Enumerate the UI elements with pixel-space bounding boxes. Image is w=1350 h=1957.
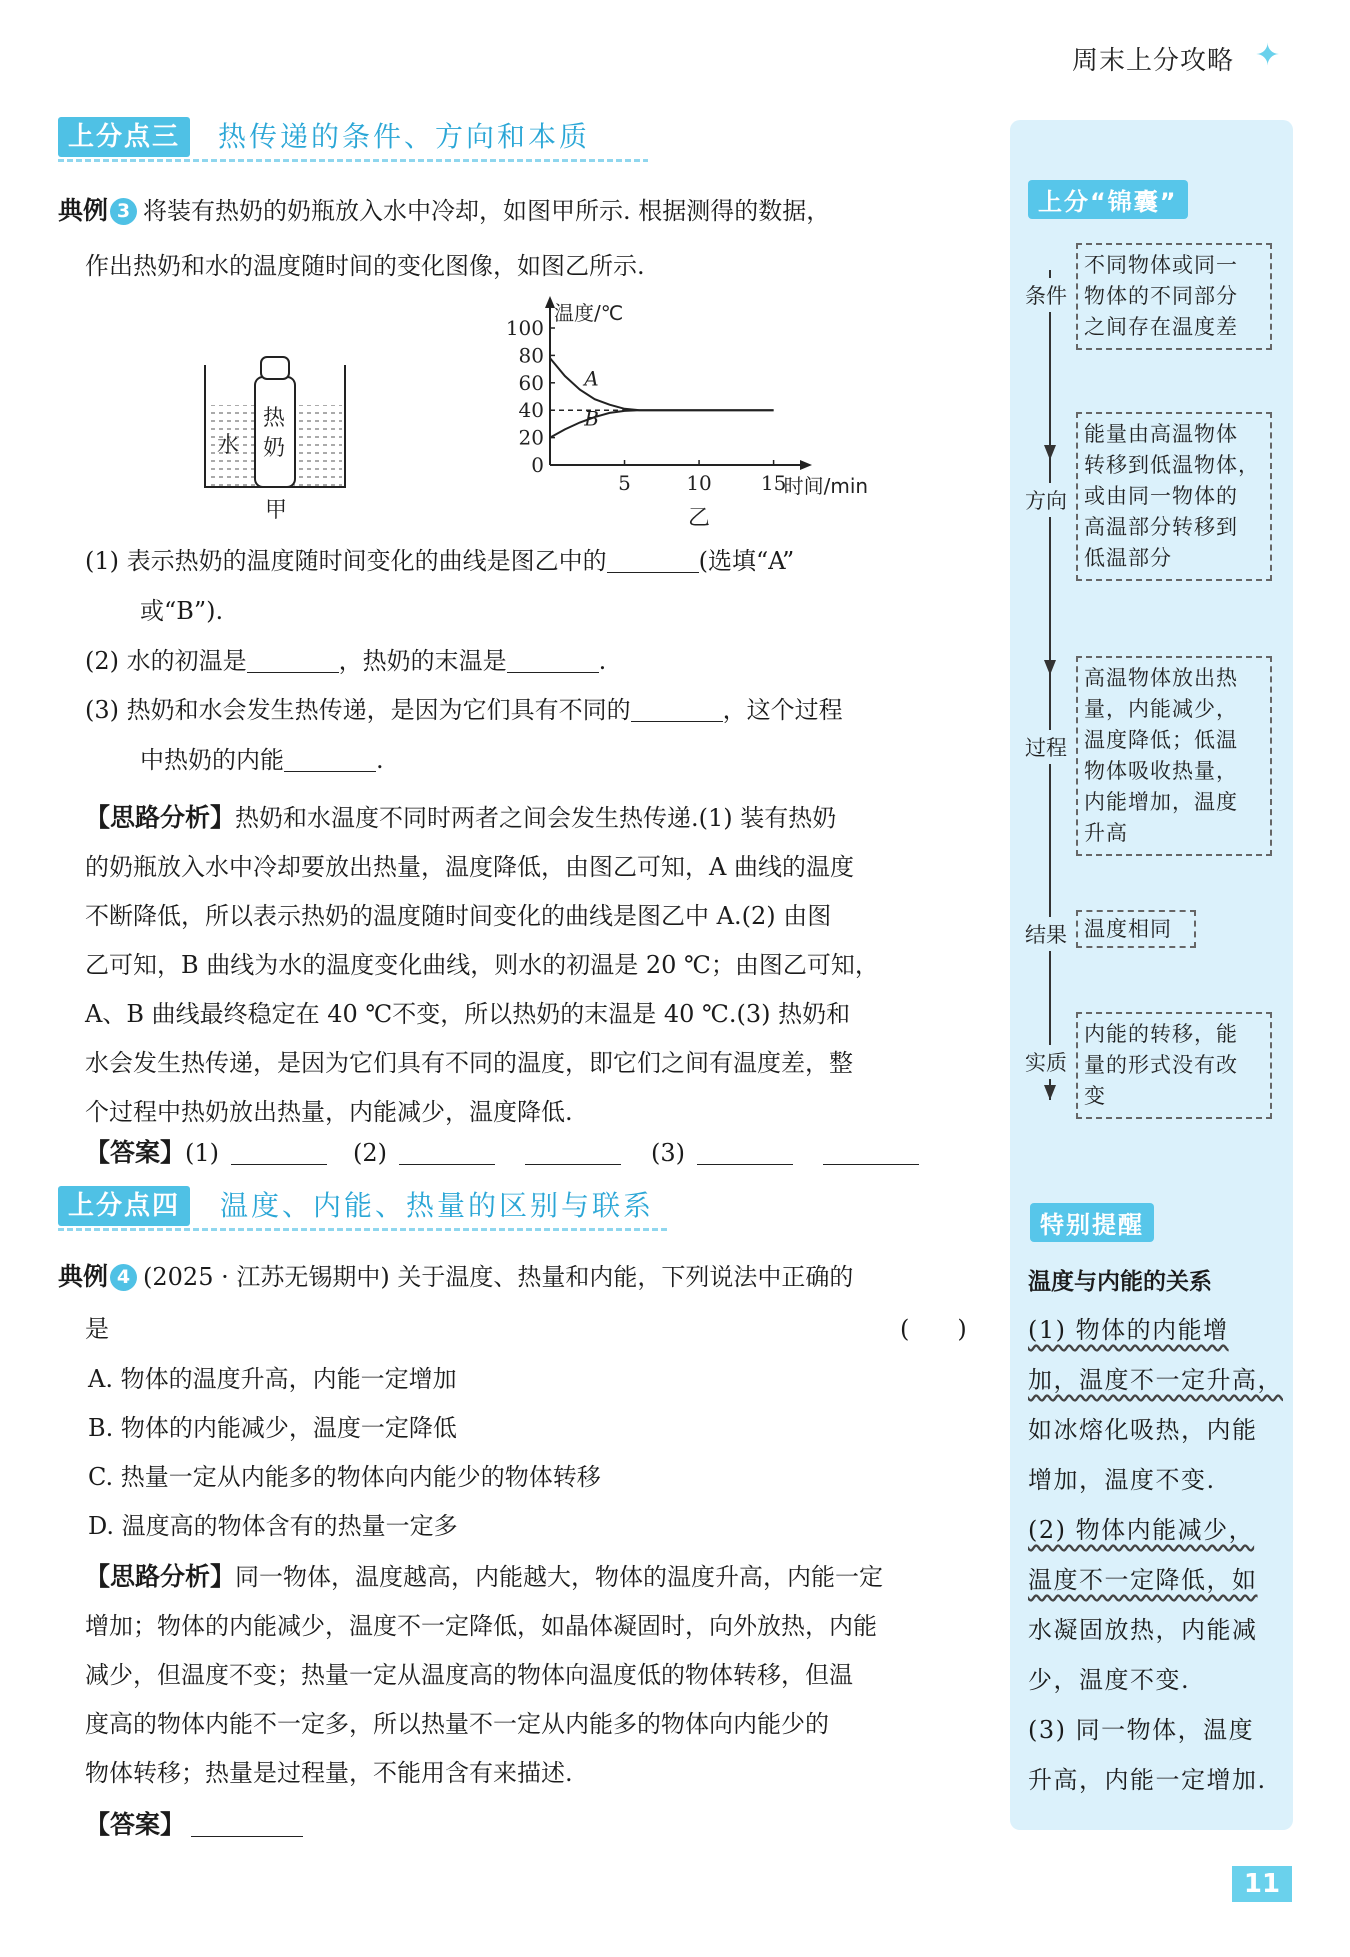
reminder-line: 加，温度不一定升高， (1028, 1366, 1283, 1394)
answer-3-blank-4 (697, 1138, 793, 1165)
analysis-3-label: 【思路分析】 (85, 803, 236, 832)
option-d: D. 温度高的物体含有的热量一定多 (88, 1512, 458, 1540)
water-label: 水 (217, 433, 240, 458)
reminder-line: 如冰熔化吸热，内能 (1028, 1416, 1258, 1444)
reminder-line: (3) 同一物体，温度 (1028, 1716, 1255, 1744)
question-1-hint: (选填“A” (698, 547, 795, 575)
example-3-line-1 (58, 196, 830, 226)
analysis-4-line: 减少，但温度不变；热量一定从温度高的物体向温度低的物体转移，但温 (85, 1661, 853, 1689)
example-4-label: 典例 (58, 1262, 109, 1291)
section-4-heading (58, 1186, 668, 1226)
milk-label-2: 奶 (263, 436, 286, 461)
question-1-blank (607, 546, 699, 573)
analysis-3-line: A、B 曲线最终稳定在 40 ℃不变，所以热奶的末温是 40 ℃.(3) 热奶和 (85, 1000, 851, 1028)
question-2-text-a: (2) 水的初温是 (85, 647, 247, 675)
analysis-4-line: 【思路分析】同一物体，温度越高，内能越大，物体的温度升高，内能一定 (85, 1562, 884, 1591)
y-axis-label: 温度/℃ (554, 301, 624, 325)
example-3-stem-1: 将装有热奶的奶瓶放入水中冷却，如图甲所示. 根据测得的数据， (143, 197, 831, 225)
analysis-4-line: 物体转移；热量是过程量，不能用含有来描述. (85, 1759, 573, 1787)
analysis-4-line: 增加；物体的内能减少，温度不一定降低，如晶体凝固时，向外放热，内能 (85, 1612, 877, 1640)
example-4-answer-paren: ( ) (900, 1315, 967, 1343)
y-tick-label: 20 (518, 425, 544, 450)
reminder-line: 水凝固放热，内能减 (1028, 1616, 1258, 1644)
bottle-nipple (261, 357, 289, 379)
series-label-B: B (584, 406, 599, 431)
example-4-stem-2: 是 (85, 1315, 109, 1343)
sidebar-tag-reminder: 特别提醒 (1030, 1203, 1154, 1242)
analysis-3-line: 的奶瓶放入水中冷却要放出热量，温度降低，由图乙可知，A 曲线的温度 (85, 853, 854, 881)
section-4-underline (58, 1228, 668, 1231)
question-3-cont (140, 745, 384, 775)
flow-box-process: 高温物体放出热 量，内能减少， 温度降低；低温 物体吸收热量， 内能增加，温度 升高 (1076, 656, 1272, 856)
flow-arrow (1035, 240, 1065, 1110)
example-4-line-1 (58, 1262, 853, 1292)
question-3-text-c: 中热奶的内能 (140, 746, 284, 774)
question-2-blank-2 (507, 646, 599, 673)
flow-box-direction: 能量由高温物体 转移到低温物体， 或由同一物体的 高温部分转移到 低温部分 (1076, 412, 1272, 581)
series-label-A: A (584, 366, 599, 391)
reminder-line: 增加，温度不变. (1028, 1466, 1216, 1494)
flow-label-direction: 方向 (1025, 483, 1067, 517)
analysis-3-line: 不断降低，所以表示热奶的温度随时间变化的曲线是图乙中 A.(2) 由图 (85, 902, 832, 930)
milk-label-1: 热 (263, 406, 286, 431)
milk-bottle (255, 377, 295, 487)
answer-3-blank-3 (525, 1138, 621, 1165)
section-3-tag: 上分点三 (58, 117, 190, 157)
question-2-blank-1 (247, 646, 339, 673)
example-3-stem-2: 作出热奶和水的温度随时间的变化图像，如图乙所示. (85, 252, 645, 280)
answer-4 (85, 1810, 303, 1840)
x-tick-label: 15 (760, 471, 787, 495)
question-3-text-d: . (376, 746, 384, 774)
analysis-4 (85, 1552, 883, 1798)
y-tick-label: 80 (518, 343, 544, 368)
answer-3: 【答案】(1) (2) (3) (85, 1138, 919, 1168)
y-tick-label: 60 (518, 370, 544, 395)
flow-label-process: 过程 (1025, 730, 1067, 764)
question-2-text-c: . (598, 647, 607, 675)
section-3-underline (58, 159, 648, 162)
figure-jia-caption: 甲 (265, 498, 288, 523)
reminder-line: 升高，内能一定增加. (1028, 1766, 1267, 1794)
figure-yi-chart (505, 295, 885, 530)
example-4-number: 4 (110, 1264, 137, 1291)
section-4-title: 温度、内能、热量的区别与联系 (220, 1189, 655, 1222)
x-axis-label: 时间/min (783, 474, 869, 498)
flow-label-condition: 条件 (1025, 278, 1067, 312)
question-1-text: (1) 表示热奶的温度随时间变化的曲线是图乙中的 (85, 547, 607, 575)
x-tick-label: 10 (686, 471, 712, 495)
sidebar-tag-tips: 上分“锦囊” (1028, 180, 1188, 219)
analysis-3-line: 【思路分析】热奶和水温度不同时两者之间会发生热传递.(1) 装有热奶 (85, 803, 837, 832)
analysis-3-line: 乙可知，B 曲线为水的温度变化曲线，则水的初温是 20 ℃；由图乙可知， (85, 951, 879, 979)
question-3-blank-2 (284, 745, 376, 772)
reminder-line: (1) 物体的内能增 (1028, 1316, 1229, 1344)
answer-4-label: 【答案】 (85, 1810, 186, 1839)
page-number: 11 (1232, 1866, 1292, 1902)
answer-3-label: 【答案】 (85, 1138, 186, 1167)
question-3-blank-1 (631, 695, 723, 722)
analysis-3-line: 水会发生热传递，是因为它们具有不同的温度，即它们之间有温度差，整 (85, 1049, 853, 1077)
answer-3-blank-5 (823, 1138, 919, 1165)
running-header: 周末上分攻略 (1072, 46, 1235, 76)
answer-4-blank (191, 1810, 303, 1837)
example-4-stem-1: (2025 · 江苏无锡期中) 关于温度、热量和内能，下列说法中正确的 (143, 1263, 854, 1291)
x-axis-arrow (800, 460, 812, 470)
flow-label-essence: 实质 (1025, 1045, 1067, 1079)
x-tick-label: 5 (618, 471, 631, 495)
option-c: C. 热量一定从内能多的物体向内能少的物体转移 (88, 1463, 601, 1491)
analysis-4-label: 【思路分析】 (85, 1562, 236, 1591)
example-3-number: 3 (110, 198, 137, 225)
analysis-4-line: 度高的物体内能不一定多，所以热量不一定从内能多的物体向内能少的 (85, 1710, 829, 1738)
y-tick-label: 40 (518, 398, 544, 423)
figure-yi-caption: 乙 (688, 506, 711, 530)
reminder-body (1028, 1305, 1283, 1805)
reminder-line: 温度不一定降低，如 (1028, 1566, 1258, 1594)
question-2-text-b: ，热奶的末温是 (338, 647, 507, 675)
question-3-text-a: (3) 热奶和水会发生热传递，是因为它们具有不同的 (85, 696, 631, 724)
option-a: A. 物体的温度升高，内能一定增加 (88, 1365, 457, 1393)
y-tick-label: 100 (505, 316, 544, 340)
section-3-title: 热传递的条件、方向和本质 (218, 120, 591, 153)
question-3 (85, 695, 843, 725)
reminder-line: 少，温度不变. (1028, 1666, 1191, 1694)
reminder-title: 温度与内能的关系 (1028, 1269, 1212, 1295)
answer-3-blank-1 (231, 1138, 327, 1165)
question-1-cont: 或“B”). (140, 597, 224, 625)
question-1 (85, 546, 794, 576)
reminder-line: (2) 物体内能减少， (1028, 1516, 1255, 1544)
question-2 (85, 646, 606, 676)
analysis-3 (85, 793, 879, 1137)
flow-box-result: 温度相同 (1076, 910, 1196, 948)
example-3-label: 典例 (58, 196, 109, 225)
option-b: B. 物体的内能减少，温度一定降低 (88, 1414, 457, 1442)
analysis-3-line: 个过程中热奶放出热量，内能减少，温度降低. (85, 1098, 573, 1126)
y-tick-label: 0 (531, 453, 544, 477)
figure-jia (195, 345, 365, 525)
answer-3-blank-2 (399, 1138, 495, 1165)
flow-box-condition: 不同物体或同一 物体的不同部分 之间存在温度差 (1076, 243, 1272, 350)
section-4-tag: 上分点四 (58, 1186, 190, 1226)
sparkle-icon: ✦ (1255, 38, 1281, 73)
question-3-text-b: ，这个过程 (722, 696, 843, 724)
flow-label-result: 结果 (1025, 917, 1067, 951)
section-3-heading (58, 117, 648, 157)
flow-box-essence: 内能的转移，能 量的形式没有改 变 (1076, 1012, 1272, 1119)
